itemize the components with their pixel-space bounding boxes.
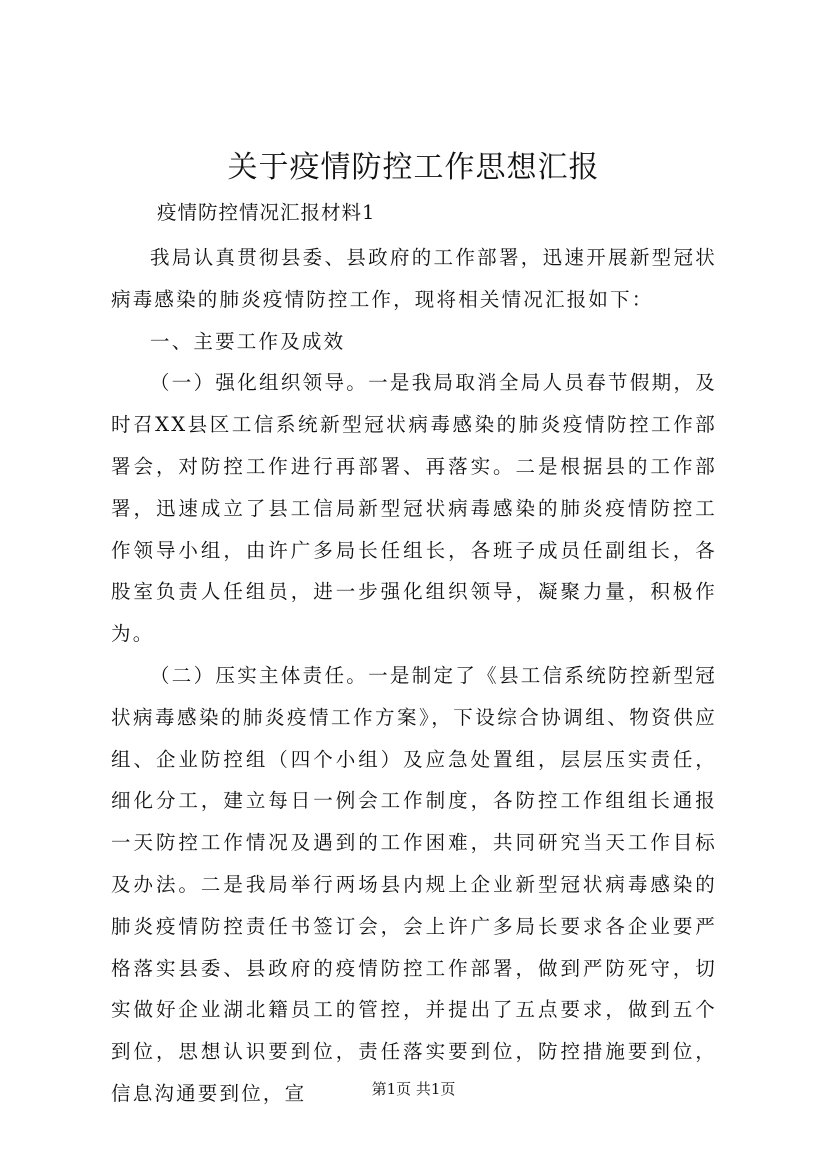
document-subtitle: 疫情防控情况汇报材料1 xyxy=(157,201,376,224)
paragraph-organization: （一）强化组织领导。一是我局取消全局人员春节假期，及时召XX县区工信系统新型冠状病毒感染的肺炎疫情防控工作部署会，对防控工作进行再部署、再落实。二是根据县的工作部署，迅速成立了县工信局新型冠状病毒感染的肺炎疫情防控工作领导小组，由许广多局长任组长，各班子成员任副组长，各股室负责人任组员，进一步强化组织领导，凝聚力量，积极作为。 xyxy=(111,371,717,646)
page-footer: 第1页 共1页 xyxy=(371,1080,456,1098)
document-body xyxy=(111,237,717,1115)
document-title: 关于疫情防控工作思想汇报 xyxy=(227,150,600,185)
paragraph-intro: 我局认真贯彻县委、县政府的工作部署，迅速开展新型冠状病毒感染的肺炎疫情防控工作，现将相关情况汇报如下： xyxy=(111,246,717,311)
paragraph-responsibility: （二）压实主体责任。一是制定了《县工信系统防控新型冠状病毒感染的肺炎疫情工作方案》，下设综合协调组、物资供应组、企业防控组（四个小组）及应急处置组，层层压实责任，细化分工，建立每日一例会工作制度，各防控工作组组长通报一天防控工作情况及遇到的工作困难，共同研究当天工作目标及办法。二是我局举行两场县内规上企业新型冠状病毒感染的肺炎疫情防控责任书签订会，会上许广多局长要求各企业要严格落实县委、县政府的疫情防控工作部署，做到严防死守，切实做好企业湖北籍员工的管控，并提出了五点要求，做到五个到位，思想认识要到位，责任落实要到位，防控措施要到位，信息沟通要到位，宣 xyxy=(111,663,717,1105)
section-heading: 一、主要工作及成效 xyxy=(150,329,346,353)
